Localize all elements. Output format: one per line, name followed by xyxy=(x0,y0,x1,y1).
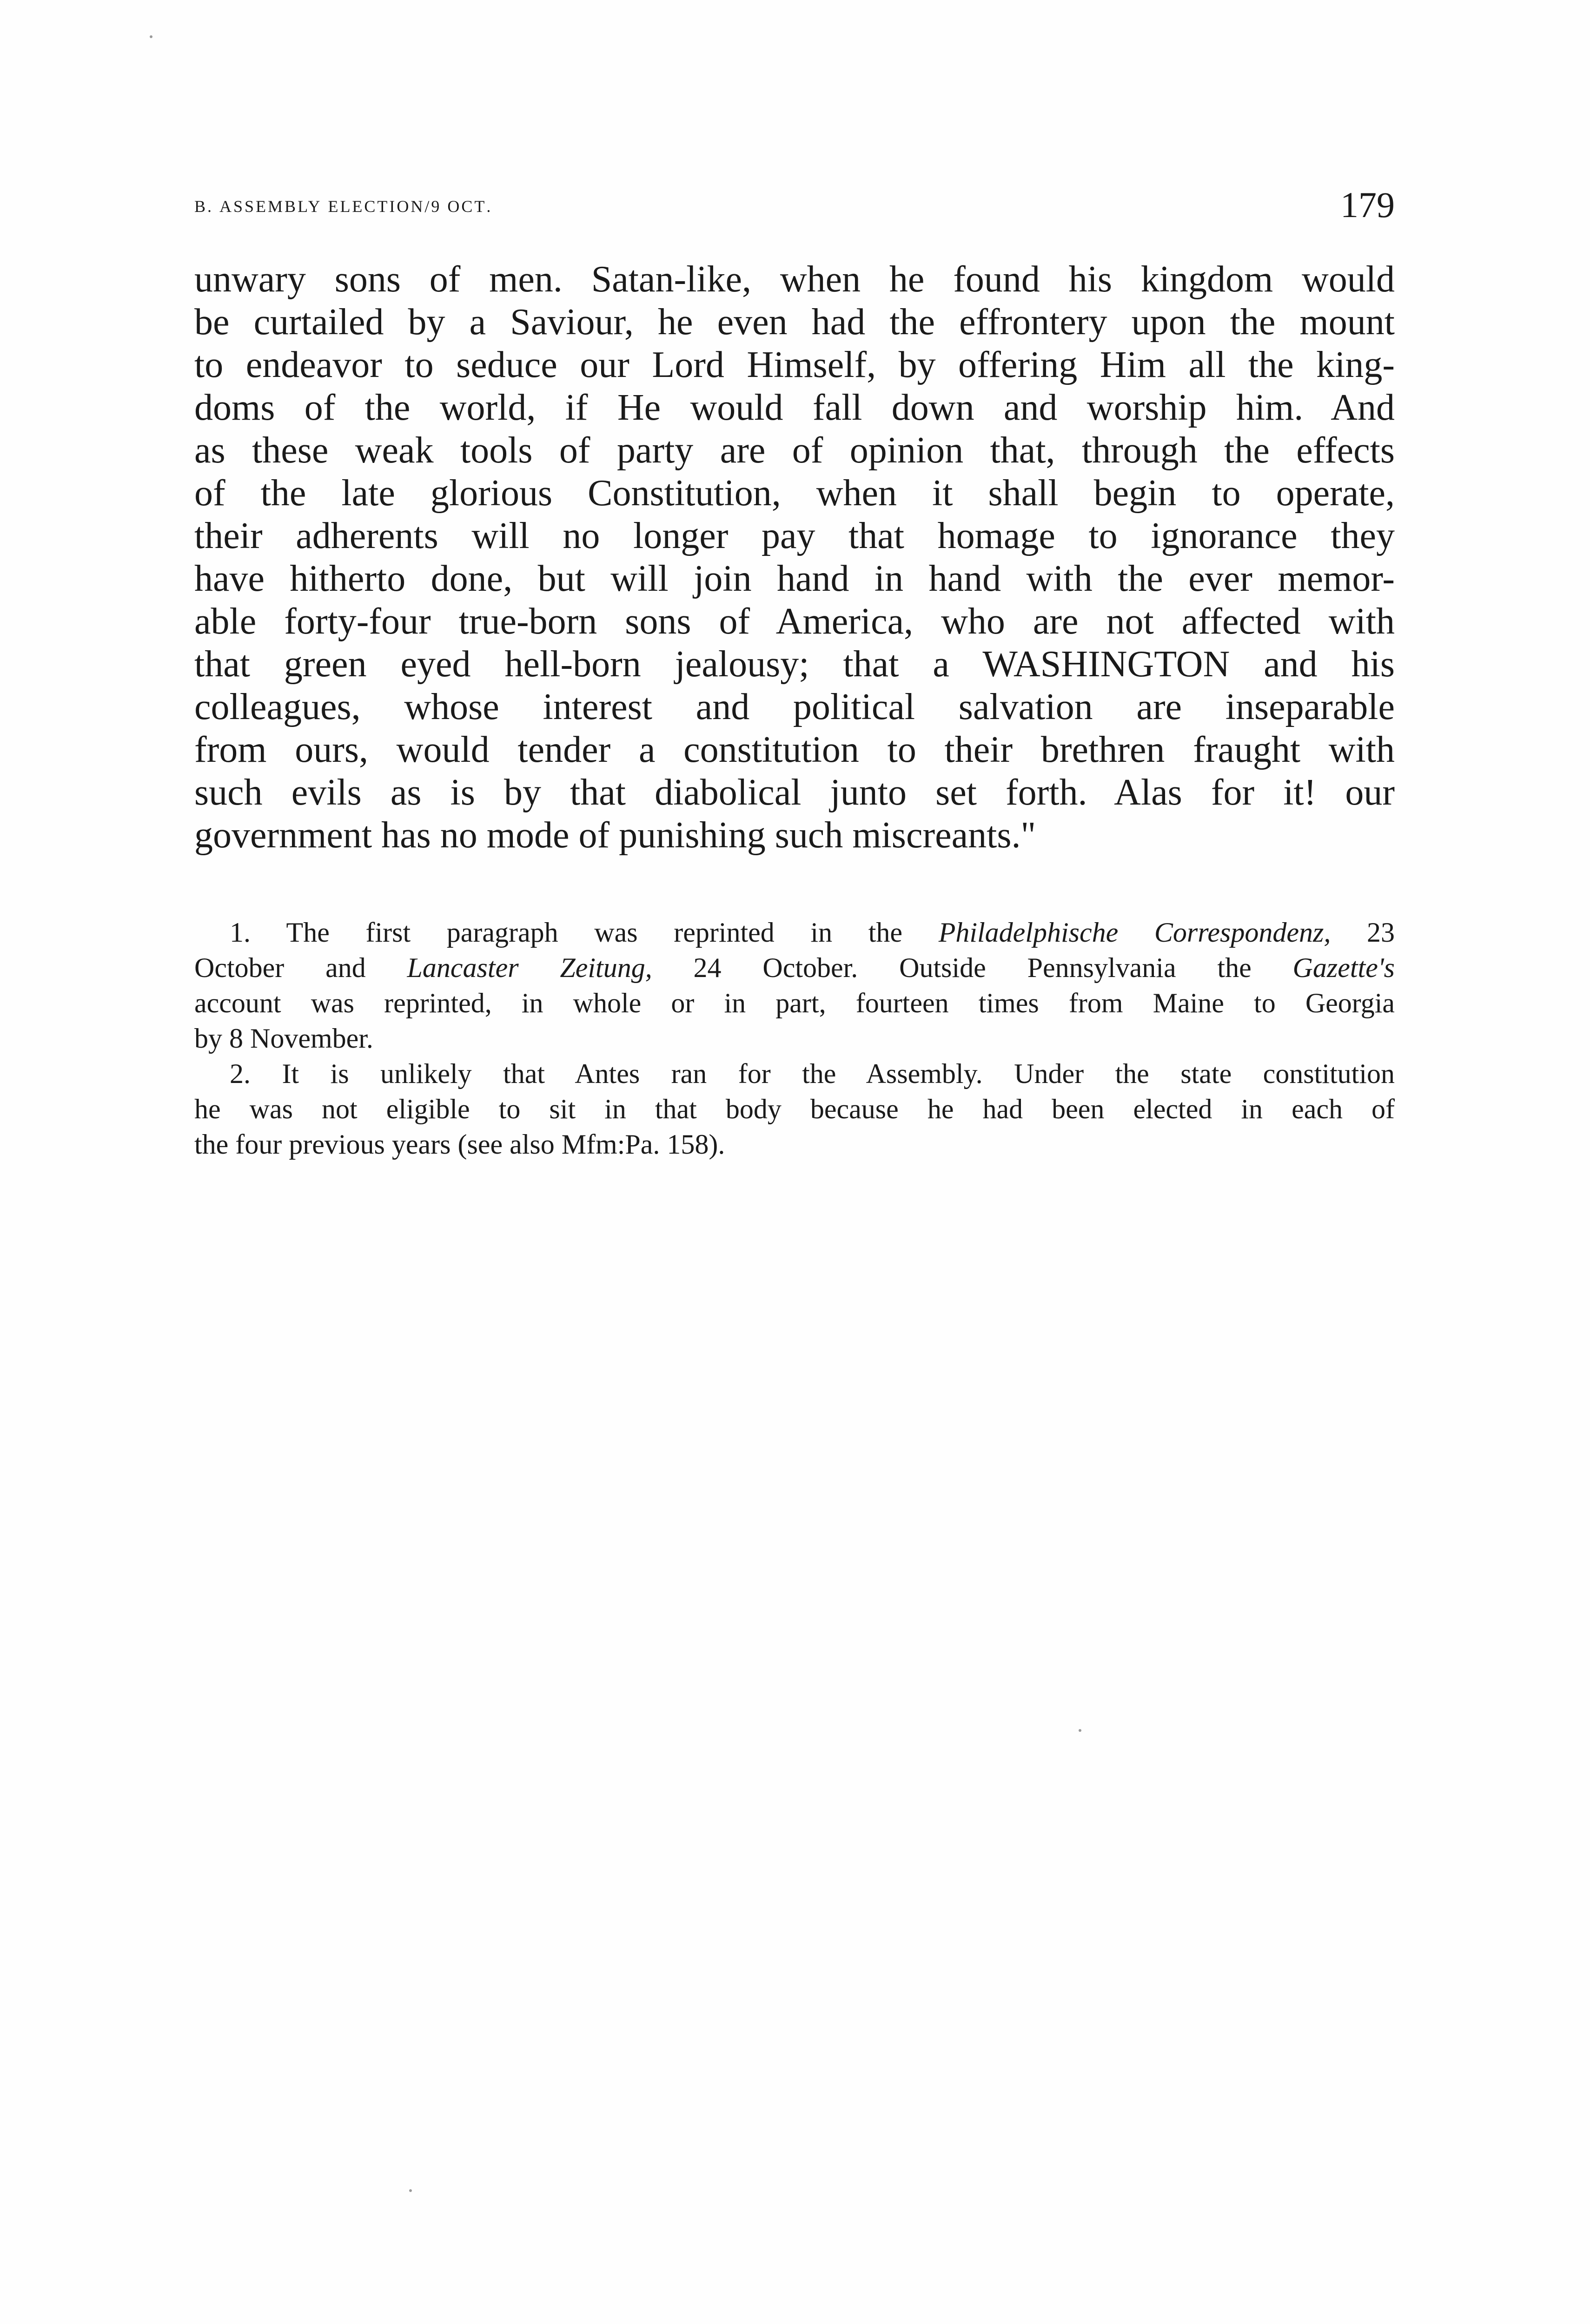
footnote-italic-title: Gazette's xyxy=(1292,952,1395,983)
body-line: their adherents will no longer pay that homage to ignorance they xyxy=(194,515,1395,556)
body-line: government has no mode of punishing such miscreants." xyxy=(194,815,1036,856)
footnote-italic-title: Philadelphische Correspondenz, xyxy=(938,917,1331,948)
body-line: such evils as is by that diabolical junto set forth. Alas for it! our xyxy=(194,772,1395,813)
footnote-text: October and xyxy=(194,952,407,983)
footnote-1-line xyxy=(194,915,1395,950)
footnote-1-line: account was reprinted, in whole or in part, fourteen times from Maine to Georgia xyxy=(194,988,1395,1018)
body-line: that green eyed hell-born jealousy; that a WASHINGTON and his xyxy=(194,644,1395,685)
running-head xyxy=(194,184,1395,231)
footnote-1-line xyxy=(194,950,1395,985)
footnote-italic-title: Lancaster Zeitung, xyxy=(407,952,652,983)
paper-speck xyxy=(409,2189,412,2192)
footnote-text: 24 October. Outside Pennsylvania the xyxy=(652,952,1293,983)
body-line: able forty-four true-born sons of America, who are not affected with xyxy=(194,601,1395,642)
footnotes xyxy=(194,915,1395,1162)
footnote-text: 1. The first paragraph was reprinted in the xyxy=(230,917,939,948)
footnote-text: 23 xyxy=(1331,917,1395,948)
body-line: unwary sons of men. Satan-like, when he found his kingdom would xyxy=(194,259,1395,300)
body-line: have hitherto done, but will join hand in hand with the ever memor- xyxy=(194,558,1395,599)
footnote-2-line: 2. It is unlikely that Antes ran for the Assembly. Under the state constitution xyxy=(230,1058,1395,1089)
body-text xyxy=(194,258,1395,857)
body-line: be curtailed by a Saviour, he even had the effrontery upon the mount xyxy=(194,302,1395,343)
body-line: doms of the world, if He would fall down and worship him. And xyxy=(194,387,1395,428)
body-line: colleagues, whose interest and political salvation are inseparable xyxy=(194,687,1395,727)
body-line: from ours, would tender a constitution to their brethren fraught with xyxy=(194,729,1395,770)
running-head-title: b. assembly election/9 oct. xyxy=(194,191,493,218)
footnote-2-line: the four previous years (see also Mfm:Pa. 158). xyxy=(194,1129,725,1160)
body-line: to endeavor to seduce our Lord Himself, by offering Him all the king- xyxy=(194,344,1395,385)
paper-speck xyxy=(1079,1729,1081,1732)
footnote-1-line: by 8 November. xyxy=(194,1023,373,1054)
body-line: of the late glorious Constitution, when it shall begin to operate, xyxy=(194,473,1395,514)
body-line: as these weak tools of party are of opinion that, through the effects xyxy=(194,430,1395,471)
footnote-2-line: he was not eligible to sit in that body because he had been elected in each of xyxy=(194,1094,1395,1124)
paper-speck xyxy=(150,35,152,38)
page-number: 179 xyxy=(1340,185,1395,225)
